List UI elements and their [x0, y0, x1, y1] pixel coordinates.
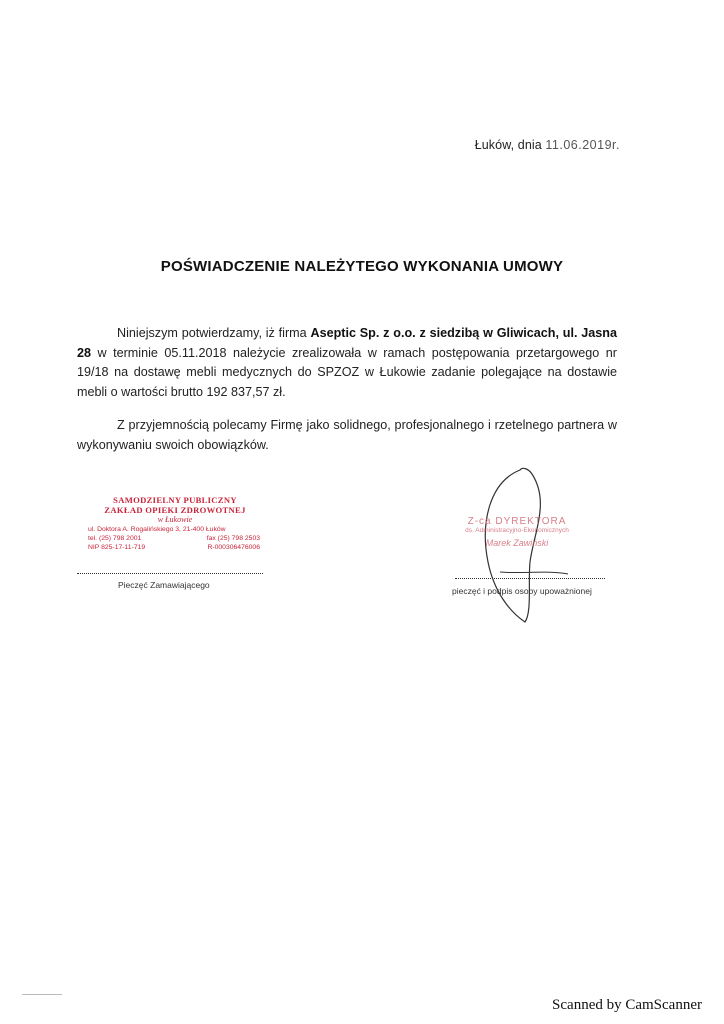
stamp-tel: tel. (25) 798 2001: [88, 535, 142, 542]
caption-right: pieczęć i podpis osoby upoważnionej: [452, 586, 592, 596]
stamp-ids-row: [84, 543, 266, 552]
director-stamp: [452, 516, 582, 548]
stamp-address: ul. Doktora A. Rogalińskiego 3, 21-400 Łuków: [88, 526, 226, 533]
scanner-watermark: Scanned by CamScanner: [552, 997, 702, 1013]
signature-line-right: [455, 578, 605, 579]
director-stamp-line-3: Marek Zawiński: [485, 538, 549, 548]
stamp-line-2: ZAKŁAD OPIEKI ZDROWOTNEJ: [104, 505, 246, 515]
company-name-address: Aseptic Sp. z o.o. z siedzibą w Gliwicach, ul. Jasna 28: [77, 326, 618, 360]
stamp-line-3: w Łukowie: [157, 515, 193, 524]
stamp-line-1: SAMODZIELNY PUBLICZNY: [113, 495, 237, 505]
document-title: POŚWIADCZENIE NALEŻYTEGO WYKONANIA UMOWY: [160, 258, 564, 275]
date-value: 11.06.2019r.: [545, 138, 620, 152]
paragraph1-text-b: w terminie 05.11.2018 należycie zrealizowała w ramach postępowania przetargowego nr 19/18 na dostawę mebli medycznych do SPZOZ w Łukowie zadanie polegające na dostawie mebli o wartości brutto 192 837,57 zł.: [77, 345, 617, 399]
caption-left: Pieczęć Zamawiającego: [118, 580, 210, 590]
director-stamp-line-1: Z-ca DYREKTORA: [467, 516, 567, 527]
stamp-fax: fax (25) 798 2503: [206, 535, 260, 542]
place-date-prefix: Łuków, dnia: [474, 138, 542, 152]
paragraph1-text-a: Niniejszym potwierdzamy, iż firma: [117, 326, 311, 340]
signature-line-left: [77, 573, 263, 574]
stamp-regon: R-000306476006: [207, 544, 260, 551]
stamp-nip: NIP 825-17-11-719: [88, 544, 146, 551]
institution-stamp: [84, 495, 266, 552]
stamp-phone-row: [84, 534, 266, 543]
director-stamp-line-2: ds. Administracyjno-Ekonomicznych: [465, 527, 569, 534]
recommendation-paragraph: [77, 416, 617, 455]
paragraph2-text: Z przyjemnością polecamy Firmę jako solidnego, profesjonalnego i rzetelnego partnera w wykonywaniu swoich obowiązków.: [77, 418, 617, 452]
place-date: [475, 138, 620, 152]
confirmation-paragraph: [77, 324, 617, 402]
footer-rule: [22, 994, 62, 995]
